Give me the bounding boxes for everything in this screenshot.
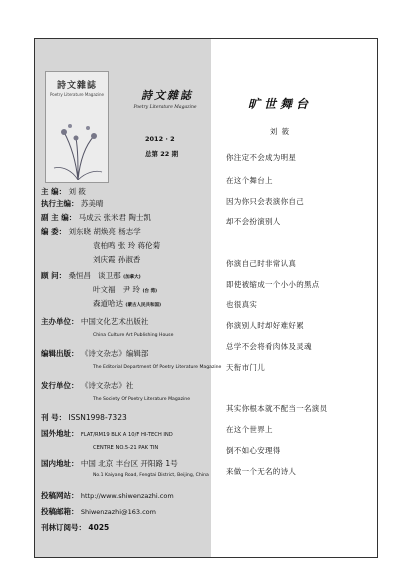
order-label: 刊林订阅号： [41, 523, 86, 532]
order-row [41, 523, 109, 533]
deputy-editor-row [41, 213, 151, 223]
cover-title: 詩文雜誌 [56, 81, 97, 91]
order-value: 4025 [88, 523, 110, 532]
domestic-address-english: No.1 Kaiyang Road, Fengtai District, Beijing, China [93, 473, 209, 478]
domestic-address-label: 国内地址： [41, 459, 79, 468]
poem-line: 即使被缩成一个小小的黑点 [226, 280, 320, 289]
committee-row-2: 袁柏鸣 张 玲 蒋伦菊 [93, 241, 161, 250]
deputy-editor-value: 马成云 张米君 陶士凯 [78, 213, 151, 222]
advisor-4-note: (台 湾) [142, 289, 158, 294]
foreign-address-row [41, 429, 173, 440]
poem-line: 天衔市门儿 [226, 363, 265, 372]
sponsor-name: 中国文化艺术出版社 [80, 317, 149, 326]
exec-editor-value: 苏美晴 [80, 199, 104, 208]
advisor-2: 谈卫那 [98, 271, 121, 280]
poem-line: 却不会扮演别人 [226, 217, 281, 226]
cover-subtitle: Poetry Literature Magazine [50, 92, 104, 97]
editing-label: 编辑出版： [41, 349, 79, 358]
brand-english: Poetry Literature Magazine [133, 105, 197, 110]
editing-english: The Editorial Department Of Poetry Literature Magazine [93, 365, 222, 370]
issue-number: 2012 · 2 [145, 135, 175, 143]
committee-label: 编 委： [41, 227, 67, 236]
poem-title: 旷世舞台 [247, 97, 312, 111]
advisor-3: 叶文福 [93, 285, 116, 294]
publisher-english: The Society Of Poetry Literature Magazine [93, 397, 191, 402]
total-volume: 总第 22 期 [145, 150, 179, 158]
domestic-address-row [41, 459, 178, 469]
sponsor-label: 主办单位： [41, 317, 79, 326]
advisors-row-2 [93, 285, 157, 297]
advisors-label: 顾 问： [41, 271, 67, 280]
poem-line: 因为你只会表演你自己 [226, 197, 304, 206]
email-row [41, 507, 156, 517]
foreign-address-line-1: FLAT/RM19 BLK A 10/F HI-TECH IND [80, 432, 173, 438]
magazine-page [34, 38, 378, 558]
poem-panel [211, 39, 377, 557]
advisor-4: 尹 玲 [122, 285, 141, 294]
email-label: 投稿邮箱： [41, 507, 79, 516]
exec-editor-row [41, 199, 103, 209]
advisor-5: 森道哈达 [93, 299, 123, 308]
email-value: Shiwenzazhi@163.com [80, 508, 156, 516]
poem-line: 在这个世界上 [226, 425, 273, 434]
domestic-address: 中国 北京 丰台区 开阳路 1号 [80, 459, 178, 468]
publisher-label: 发行单位： [41, 381, 79, 390]
poem-line: 来做一个无名的诗人 [226, 467, 297, 476]
committee-row-3: 刘庆霞 孙淑香 [93, 255, 141, 264]
issn-value: ISSN1998-7323 [68, 413, 127, 422]
poem-line: 你注定不会成为明星 [226, 153, 297, 162]
sponsor-row [41, 317, 148, 327]
foreign-address-line-2: CENTRE NO.5-21 PAK TIN [93, 445, 159, 451]
advisor-1: 桑恒昌 [68, 271, 92, 280]
website-value: http://www.shiwenzazhi.com [80, 492, 174, 500]
advisor-2-note: (加拿大) [123, 275, 141, 280]
editor-row [41, 187, 86, 197]
poem-line: 倒不如心安理得 [226, 446, 281, 455]
deputy-editor-label: 副 主 编： [41, 213, 77, 222]
committee-row [41, 227, 141, 237]
poem-line: 你演别人时却好难好累 [226, 321, 304, 330]
sponsor-english: China Culture Art Publishing House [93, 333, 174, 338]
cover-thumbnail [45, 71, 109, 183]
editor-label: 主 编： [41, 187, 67, 196]
issn-label: 刊 号： [41, 413, 67, 422]
publisher-row [41, 381, 133, 391]
orchid-illustration [52, 102, 104, 180]
website-row [41, 491, 174, 501]
publisher-name: 《诗文杂志》社 [80, 381, 134, 390]
advisors-row [41, 271, 141, 283]
committee-row-1: 刘东晓 胡焕亮 杨志学 [68, 227, 141, 236]
poem-line: 在这个舞台上 [226, 176, 273, 185]
poem-line: 也很真实 [226, 300, 258, 309]
brand-calligraphy: 詩文雜誌 [141, 89, 193, 102]
advisors-row-3 [93, 299, 161, 311]
advisor-5-note: (蒙古人民共和国) [125, 303, 162, 308]
foreign-address-label: 国外地址： [41, 429, 79, 438]
poem-line: 总学不会将肴肉体及灵魂 [226, 342, 312, 351]
editing-name: 《诗文杂志》编辑部 [80, 349, 149, 358]
poem-line: 你演自己时非常认真 [226, 259, 297, 268]
editing-row [41, 349, 148, 359]
poem-author: 刘 筱 [269, 127, 291, 136]
poem-line: 其实你根本就不配当一名演员 [226, 404, 328, 413]
editor-value: 刘 筱 [68, 187, 86, 196]
exec-editor-label: 执行主编： [41, 199, 79, 208]
issn-row [41, 413, 127, 423]
website-label: 投稿网站： [41, 491, 79, 500]
